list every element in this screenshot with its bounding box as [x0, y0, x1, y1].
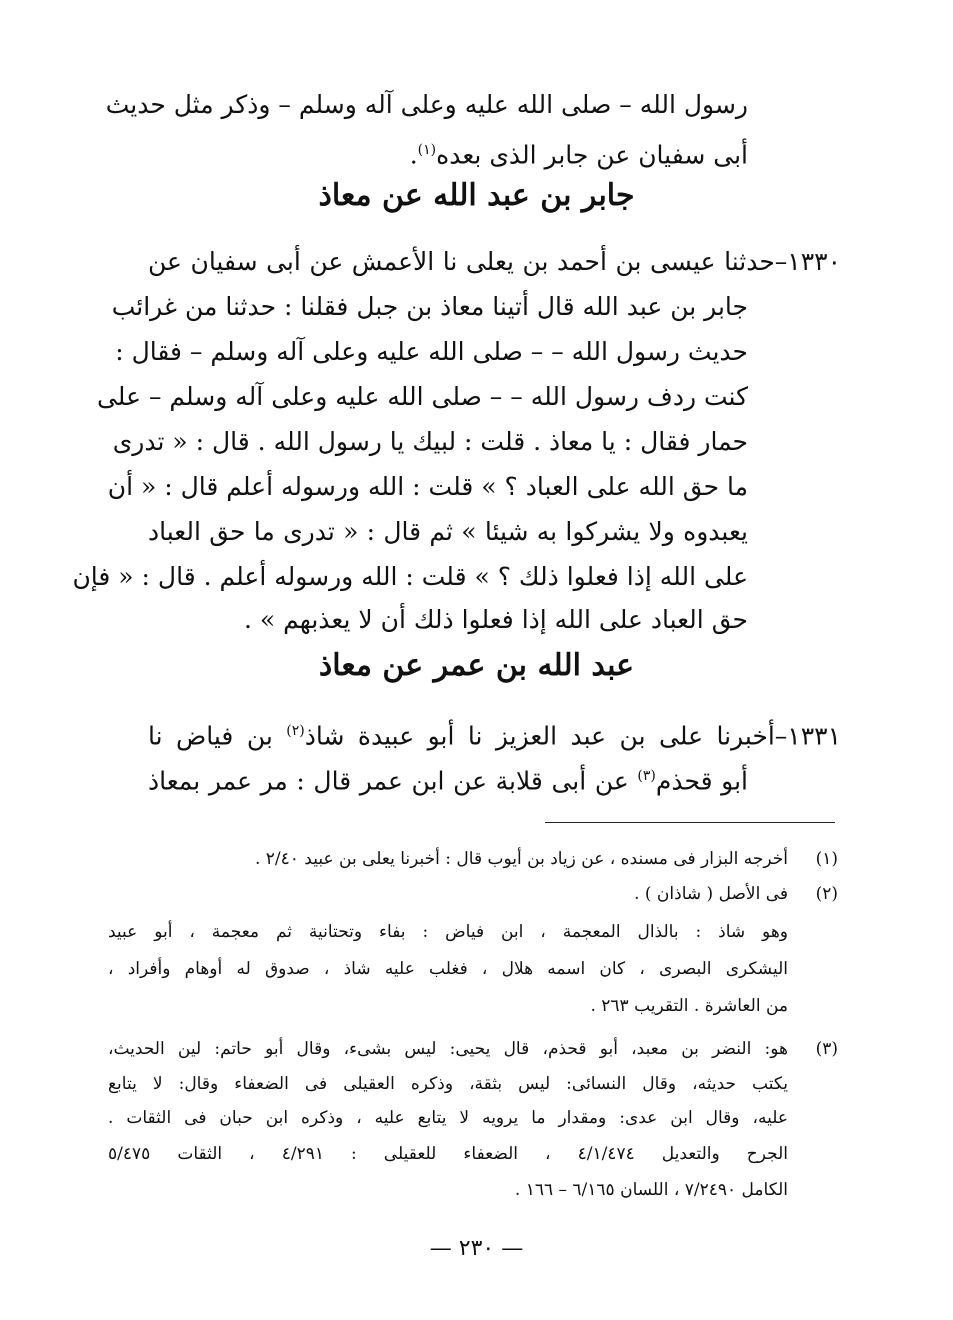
- footnote-separator: [545, 822, 835, 823]
- top-line-2-end: .: [409, 140, 418, 170]
- footnote-ref-2: (٢): [286, 723, 305, 739]
- hadith-1331-number: ١٣٣١–: [774, 721, 842, 751]
- top-line-1: رسول الله – صلى الله عليه وعلى آله وسلم – وذكر مثل حديث: [105, 90, 748, 119]
- hadith-1331-text-a: أخبرنا على بن عبد العزيز نا أبو عبيدة شاذ: [304, 721, 775, 751]
- footnote-ref-3: (٣): [637, 768, 656, 784]
- hadith-1330-line: ما حق الله على العباد ؟ » قلت : الله ورسوله أعلم قال : « أن: [107, 472, 748, 501]
- footnote-2-line: وهو شاذ : بالذال المعجمة ، ابن فياض : بفاء وتحتانية ثم معجمة ، أبو عبيد: [108, 922, 788, 942]
- hadith-1331-line2-a: أبو قحذم: [655, 766, 748, 796]
- hadith-1330-line-0: حدثنا عيسى بن أحمد بن يعلى نا الأعمش عن أبى سفيان عن: [148, 247, 775, 276]
- hadith-1331-first-line: [148, 711, 841, 756]
- hadith-1330-line: كنت ردف رسول الله – – صلى الله عليه وعلى آله وسلم – على: [96, 382, 748, 411]
- footnote-1-text: أخرجه البزار فى مسنده ، عن زياد بن أيوب قال : أخبرنا يعلى بن عبيد ٢/٤٠ .: [254, 849, 788, 869]
- hadith-1330-line: على الله إذا فعلوا ذلك ؟ » قلت : الله ورسوله أعلم . قال : « فإن: [72, 562, 748, 591]
- footnote-3-line: يكتب حديثه، وقال النسائى: ليس بثقة، وذكره العقيلى فى الضعفاء وقال: لا يتابع: [108, 1074, 788, 1094]
- footnote-3-line: الكامل ٧/٢٤٩٠ ، اللسان ٦/١٦٥ – ١٦٦ .: [514, 1180, 788, 1200]
- hadith-1330-first-line: [148, 242, 841, 282]
- footnote-1-number: (١): [815, 849, 838, 869]
- footnote-3-line: هو: النضر بن معبد، أبو قحذم، قال يحيى: ليس بشىء، وقال أبو حاتم: لين الحديث،: [108, 1039, 788, 1059]
- footnote-2-number: (٢): [815, 884, 838, 904]
- section-heading-2: عبد الله بن عمر عن معاذ: [318, 648, 635, 683]
- hadith-1330-number: ١٣٣٠–: [774, 247, 841, 276]
- footnote-2-line: فى الأصل ( شاذان ) .: [634, 884, 788, 904]
- footnote-2-line: من العاشرة . التقريب ٢٦٣ .: [590, 996, 788, 1016]
- hadith-1330-line: حديث رسول الله – – صلى الله عليه وعلى آله وسلم – فقال :: [115, 337, 748, 366]
- hadith-1331-line2-b: عن أبى قلابة عن ابن عمر قال : مر عمر بمعاذ: [148, 766, 629, 796]
- footnote-2-line: اليشكرى البصرى ، كان اسمه هلال ، فغلب عليه شاذ ، صدوق له أوهام وأفراد ،: [108, 959, 788, 979]
- top-line-2: [410, 130, 748, 175]
- footnote-ref-1: (١): [417, 142, 437, 158]
- top-line-2-text: أبى سفيان عن جابر الذى بعده: [436, 140, 748, 170]
- hadith-1331-second-line: [148, 756, 748, 801]
- page-number: — ٢٣٠ —: [429, 1236, 524, 1261]
- hadith-1330-line: جابر بن عبد الله قال أتينا معاذ بن جبل فقلنا : حدثنا من غرائب: [111, 292, 748, 321]
- footnote-3-line: عليه، وقال ابن عدى: ومقدار ما يرويه لا يتابع عليه ، وذكره ابن حبان فى الثقات .: [108, 1108, 788, 1128]
- hadith-1330-line: يعبدوه ولا يشركوا به شيئا » ثم قال : « تدرى ما حق العباد: [148, 517, 748, 546]
- section-heading-1: جابر بن عبد الله عن معاذ: [318, 178, 635, 213]
- footnote-3-number: (٣): [815, 1039, 838, 1059]
- footnote-3-line: الجرح والتعديل ٤/١/٤٧٤ ، الضعفاء للعقيلى : ٤/٢٩١ ، الثقات ٥/٤٧٥: [108, 1144, 789, 1164]
- hadith-1331-text-b: بن فياض نا: [148, 721, 273, 751]
- hadith-1330-line: حق العباد على الله إذا فعلوا ذلك أن لا يعذبهم » .: [244, 605, 748, 634]
- hadith-1330-line: حمار فقال : يا معاذ . قلت : لبيك يا رسول الله . قال : « تدرى: [112, 427, 748, 456]
